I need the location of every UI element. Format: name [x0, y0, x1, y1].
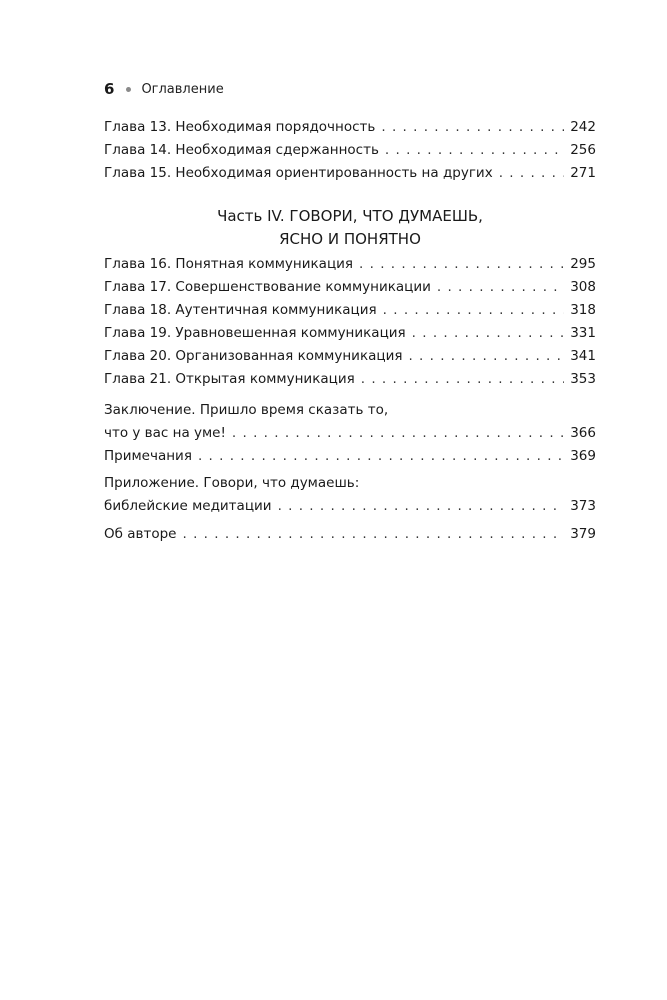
- toc-entry-about[interactable]: [104, 523, 596, 546]
- toc-entry[interactable]: [104, 253, 596, 276]
- toc-group-chapters-13-15: [104, 116, 596, 185]
- toc-entry[interactable]: [104, 322, 596, 345]
- toc-entry-page: 308: [570, 279, 596, 295]
- toc-entry-page: 341: [570, 348, 596, 364]
- part-heading-line: Часть IV. ГОВОРИ, ЧТО ДУМАЕШЬ,: [217, 207, 483, 225]
- toc-entry[interactable]: [104, 276, 596, 299]
- toc-entry-page: 242: [570, 119, 596, 135]
- leader-dots: [232, 422, 564, 445]
- toc-group-chapters-16-21: [104, 253, 596, 391]
- leader-dots: [361, 368, 564, 391]
- leader-dots: [412, 322, 565, 345]
- toc-entry[interactable]: [104, 116, 596, 139]
- toc-entry-title: Глава 20. Организованная коммуникация: [104, 348, 403, 364]
- toc-entry-title: Глава 15. Необходимая ориентированность на других: [104, 165, 493, 181]
- toc-entry-page: 331: [570, 325, 596, 341]
- leader-dots: [385, 139, 564, 162]
- toc-entry-page: 366: [570, 425, 596, 441]
- toc-entry[interactable]: [104, 368, 596, 391]
- toc-entry-page: 295: [570, 256, 596, 272]
- section-title: Оглавление: [141, 81, 224, 97]
- leader-dots: [408, 345, 564, 368]
- toc-entry-title: что у вас на уме!: [104, 425, 226, 441]
- toc-entry-title: Глава 13. Необходимая порядочность: [104, 119, 376, 135]
- toc-entry-page: 318: [570, 302, 596, 318]
- part-heading: [104, 205, 596, 251]
- toc-entry-title: Глава 16. Понятная коммуникация: [104, 256, 354, 272]
- toc-entry-title: Глава 14. Необходимая сдержанность: [104, 142, 379, 158]
- toc-entry[interactable]: [104, 299, 596, 322]
- part-heading-line: ЯСНО И ПОНЯТНО: [279, 230, 421, 248]
- leader-dots: [182, 523, 564, 546]
- toc-entry-page: 256: [570, 142, 596, 158]
- toc-entry[interactable]: [104, 345, 596, 368]
- toc-entry-page: 379: [570, 526, 596, 542]
- running-head: [104, 78, 224, 100]
- bullet-icon: [126, 87, 131, 92]
- toc-entry-title: Глава 18. Аутентичная коммуникация: [104, 302, 377, 318]
- toc-entry-title: Глава 17. Совершенствование коммуникации: [104, 279, 431, 295]
- leader-dots: [381, 116, 564, 139]
- toc-entry-notes[interactable]: [104, 445, 596, 468]
- toc-entry-title: библейские медитации: [104, 498, 272, 514]
- toc-entry-title: Об авторе: [104, 526, 177, 542]
- toc-entry[interactable]: [104, 139, 596, 162]
- leader-dots: [278, 495, 565, 518]
- toc-entry-title-line: Приложение. Говори, что думаешь:: [104, 475, 360, 491]
- page-number: 6: [104, 80, 115, 98]
- leader-dots: [383, 299, 565, 322]
- toc-entry-title: Примечания: [104, 448, 192, 464]
- toc-entry-page: 373: [570, 498, 596, 514]
- toc-entry-title: Глава 21. Открытая коммуникация: [104, 371, 355, 387]
- leader-dots: [198, 445, 564, 468]
- toc-entry-page: 353: [570, 371, 596, 387]
- toc-entry-page: 271: [570, 165, 596, 181]
- toc-entry-page: 369: [570, 448, 596, 464]
- toc-entry-conclusion[interactable]: [104, 399, 596, 445]
- toc-entry[interactable]: [104, 162, 596, 185]
- toc-entry-title: Глава 19. Уравновешенная коммуникация: [104, 325, 406, 341]
- leader-dots: [437, 276, 564, 299]
- toc-entry-appendix[interactable]: [104, 472, 596, 518]
- toc-entry-title-line: Заключение. Пришло время сказать то,: [104, 402, 389, 418]
- leader-dots: [359, 253, 564, 276]
- leader-dots: [499, 162, 565, 185]
